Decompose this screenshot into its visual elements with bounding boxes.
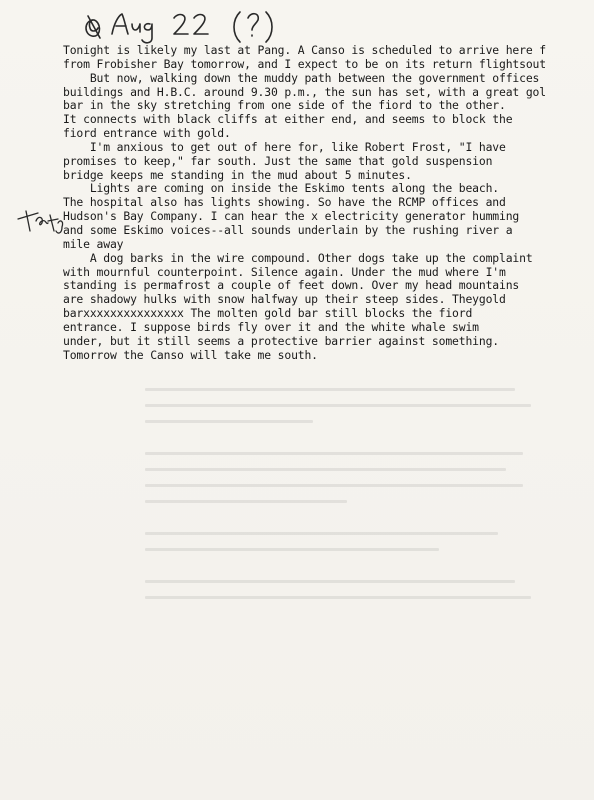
text-line: from Frobisher Bay tomorrow, and I expect to be on its return flightsout [63,56,546,71]
text-line: bridge keeps me standing in the mud about 5 minutes. [63,167,412,182]
text-line: bar in the sky stretching from one side of the fiord to the other. [63,98,506,113]
typewritten-body [63,44,594,362]
text-line: under, but it still seems a protective barrier against something. [63,333,500,348]
show-through-text [145,388,565,612]
text-line: fiord entrance with gold. [63,126,231,141]
text-line: mile away [63,236,124,251]
text-line: I'm anxious to get out of here for, like Robert Frost, "I have [63,139,506,154]
text-line: entrance. I suppose birds fly over it and the white whale swim [63,319,479,334]
text-line: are shadowy hulks with snow halfway up their steep sides. Theygold [63,292,506,307]
text-line: barxxxxxxxxxxxxxxx The molten gold bar still blocks the fiord [63,306,473,321]
text-line: The hospital also has lights showing. So have the RCMP offices and [63,195,506,210]
text-line: It connects with black cliffs at either end, and seems to block the [63,112,513,127]
handwritten-date-annotation [78,4,308,46]
text-line: standing is permafrost a couple of feet down. Over my head mountains [63,278,520,293]
text-line: promises to keep," far south. Just the same that gold suspension [63,153,493,168]
text-line: with mournful counterpoint. Silence again. Under the mud where I'm [63,264,506,279]
text-line: Lights are coming on inside the Eskimo tents along the beach. [63,181,500,196]
text-line: buildings and H.B.C. around 9.30 p.m., the sun has set, with a great gol [63,84,546,99]
text-line: Hudson's Bay Company. I can hear the x electricity generator humming [63,209,520,224]
text-line: and some Eskimo voices--all sounds underlain by the rushing river a [63,222,513,237]
text-line: Tonight is likely my last at Pang. A Canso is scheduled to arrive here f [63,43,546,57]
text-line: Tomorrow the Canso will take me south. [63,347,318,362]
text-line: A dog barks in the wire compound. Other dogs take up the complaint [63,250,533,265]
text-line: But now, walking down the muddy path between the government offices [63,70,540,85]
